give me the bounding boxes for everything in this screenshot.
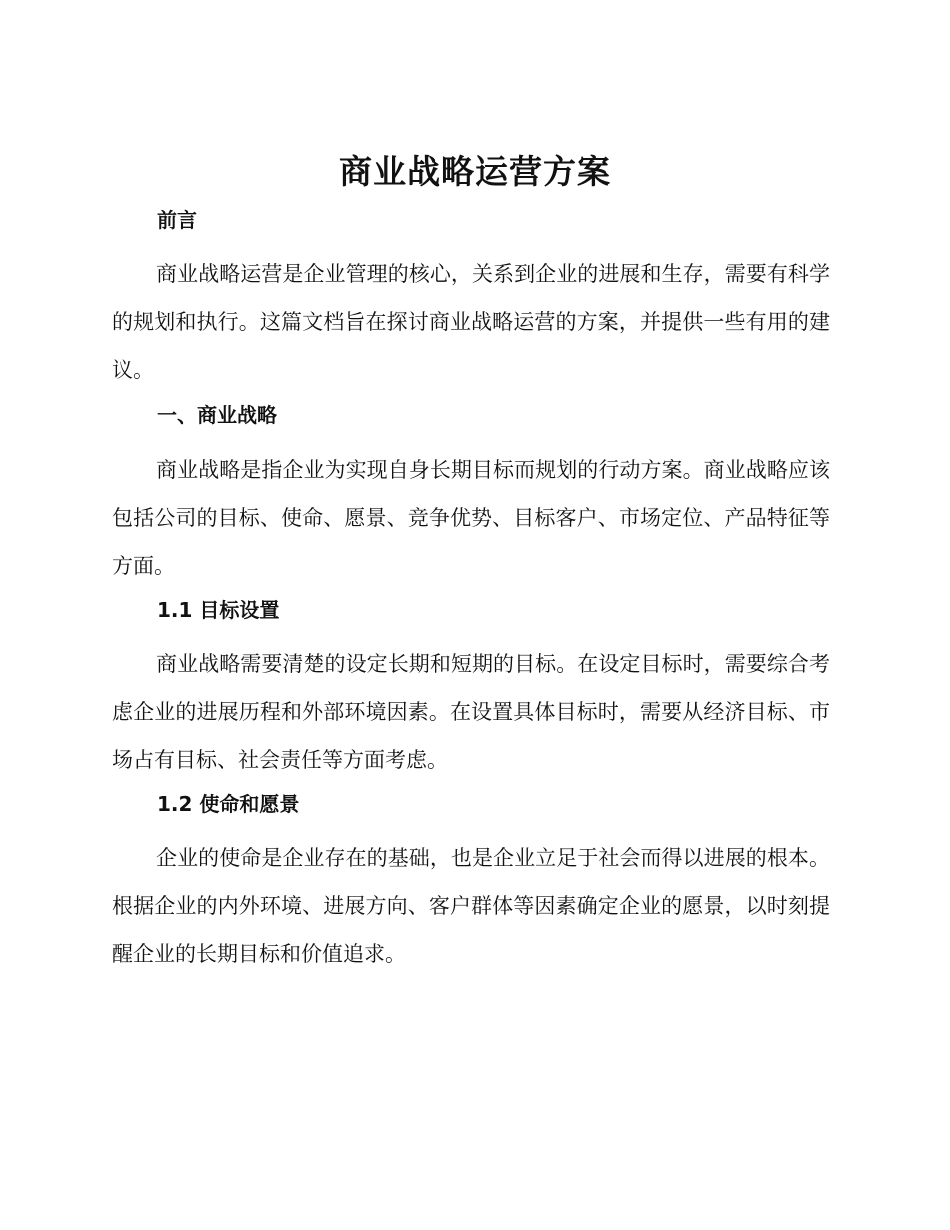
section-heading-preface: 前言 [157, 208, 197, 232]
section-paragraph-preface: 商业战略运营是企业管理的核心，关系到企业的进展和生存，需要有科学的规划和执行。这篇文档旨在探讨商业战略运营的方案，并提供一些有用的建议。 [112, 262, 830, 382]
section-heading-business-strategy: 一、商业战略 [157, 403, 277, 427]
section-paragraph-goal-setting: 商业战略需要清楚的设定长期和短期的目标。在设定目标时，需要综合考虑企业的进展历程和外部环境因素。在设置具体目标时，需要从经济目标、市场占有目标、社会责任等方面考虑。 [112, 652, 830, 772]
section-heading-goal-setting: 1.1 目标设置 [157, 598, 280, 622]
section-paragraph-mission-vision: 企业的使命是企业存在的基础，也是企业立足于社会而得以进展的根本。根据企业的内外环境、进展方向、客户群体等因素确定企业的愿景，以时刻提醒企业的长期目标和价值追求。 [112, 846, 830, 966]
section-paragraph-business-strategy: 商业战略是指企业为实现自身长期目标而规划的行动方案。商业战略应该包括公司的目标、使命、愿景、竞争优势、目标客户、市场定位、产品特征等方面。 [112, 458, 830, 578]
section-heading-mission-vision: 1.2 使命和愿景 [157, 792, 300, 816]
document-title: 商业战略运营方案 [339, 152, 611, 191]
